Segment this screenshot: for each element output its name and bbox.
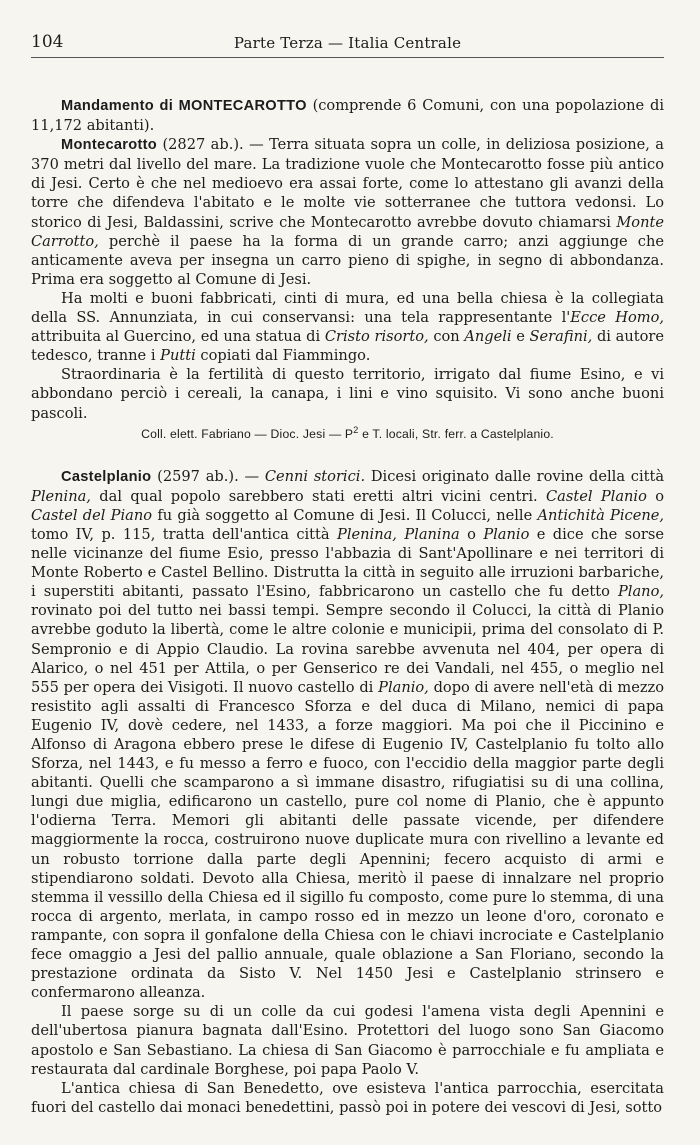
castelplanio-paragraph-2: Il paese sorge su di un colle da cui godesi l'amena vista degli Apennini e dell'ubertosa pianura bagnata dall'Esino. Protettori del luogo sono San Giacomo apostolo e San Sebastiano. La chiesa di San Giacomo è parrocchiale e fu ampliata e restaurata dal cardinale Borghese, poi papa Paolo V. <box>31 1003 664 1078</box>
mandamento-paragraph: Mandamento di MONTECAROTTO (comprende 6 Comuni, con una popolazione di 11,172 abitanti). <box>31 97 664 135</box>
page <box>31 32 664 1117</box>
running-title: Parte Terza — Italia Centrale <box>233 34 462 52</box>
castelplanio-paragraph-3: L'antica chiesa di San Benedetto, ove esisteva l'antica parrocchia, esercitata fuori del castello dai monaci benedettini, passò poi in potere dei vescovi di Jesi, sotto <box>31 1079 664 1116</box>
section-gap <box>31 444 664 467</box>
montecarotto-note: Coll. elett. Fabriano — Dioc. Jesi — $P^2$ e T. locali, Str. ferr. a Castelplanio. <box>141 424 554 441</box>
castelplanio-paragraph-1: Castelplanio (2597 ab.). — Cenni storici. Dicesi originato dalle rovine della città Plenina, dal qual popolo sarebbero stati eretti altri vicini centri. Castel Planio o Castel del Piano fu già soggetto al Comune di Jesi. Il Colucci, nelle Antichità Picene, tomo IV, p. 115, tratta dell'antica città Plenina, Planina o Planio e dice che sorse nelle vicinanze del fiume Esio, presso l'abbazia di Sant'Apollinare e nei territori di Monte Roberto e Castel Bellino. Distrutta la città in seguito alle irruzioni barbariche, i superstiti abitanti, passato l'Esino, fabbricarono un castello che fu detto Plano, rovinato poi del tutto nei bassi tempi. Sempre secondo il Colucci, la città di Planio avrebbe goduto la libertà, come le altre colonie e municipii, prima del consolato di P. Sempronio e di Appio Claudio. La rovina sarebbe avvenuta nel 404, per opera di Alarico, o nel 451 per Attila, o per Genserico re dei Vandali, nel 455, o meglio nel 555 per opera dei Visigoti. Il nuovo castello di Planio, dopo di avere nell'età di mezzo resistito agli assalti di Francesco Sforza e del duca di Milano, nemici di papa Eugenio IV, dovè cedere, nel 1433, a forze maggiori. Ma poi che il Piccinino e Alfonso di Aragona ebbero prese le difese di Eugenio IV, Castelplanio fu tolto allo Sforza, nel 1443, e fu messo a ferro e fuoco, con l'eccidio della maggior parte degli abitanti. Quelli che scamparono a sì immane disastro, rifugiatisi su di una collina, lungi due miglia, edificarono un castello, pure col nome di Planio, che è appunto l'odierna Terra. Memori gli abitanti delle passate vicende, per difendere maggiormente la rocca, costruirono nuove duplicate mura con rivellino a levante ed un robusto torrione dalla parte degli Apennini; fecero acquisto di armi e stipendiarono soldati. Devoto alla Chiesa, meritò il paese di innalzare nel proprio stemma il vessillo della Chiesa ed il sigillo fu composto, come pure lo stemma, di una rocca di argento, merlata, in campo rosso ed in mezzo un leone d'oro, coronato e rampante, con sopra il gonfalone della Chiesa con le chiavi incrociate e Castelplanio fece omaggio a Jesi del pallio annuale, quale oblazione a San Floriano, secondo la prestazione ordinata da Sisto V. Nel 1450 Jesi e Castelplanio strinsero e confermarono alleanza. <box>31 467 665 1002</box>
running-head <box>31 32 664 54</box>
montecarotto-paragraph-2: Ha molti e buoni fabbricati, cinti di mura, ed una bella chiesa è la collegiata della SS. Annunziata, in cui conservansi: una tela rappresentante l'Ecce Homo, attribuita al Guercino, ed una statua di Cristo risorto, con Angeli e Serafini, di autore tedesco, tranne i Putti copiati dal Fiammingo. <box>31 289 664 365</box>
mandamento-heading: Mandamento di MONTECAROTTO <box>61 98 307 114</box>
page-number: 104 <box>31 32 64 52</box>
montecarotto-paragraph-3: Straordinaria è la fertilità di questo territorio, irrigato dal fiume Esino, e vi abbondano perciò i cereali, la canapa, i lini e vino squisito. Vi sono anche buoni pascoli. <box>31 366 664 422</box>
header-rule <box>31 57 664 58</box>
body-text <box>31 96 664 1117</box>
montecarotto-paragraph-1: Montecarotto (2827 ab.). — Terra situata sopra un colle, in deliziosa posizione, a 370 metri dal livello del mare. La tradizione vuole che Montecarotto fosse più antico di Jesi. Certo è che nel medioevo era assai forte, come lo attestano gli avanzi della torre che difendeva l'abitato e le molte vie sotterranee che tuttora vedonsi. Lo storico di Jesi, Baldassini, scrive che Montecarotto avrebbe dovuto chiamarsi Monte Carrotto, perchè il paese ha la forma di un grande carro; anzi aggiunge che anticamente aveva per insegna un carro pieno di spighe, in segno di abbondanza. Prima era soggetto al Comune di Jesi. <box>31 136 664 288</box>
montecarotto-heading: Montecarotto <box>61 137 158 154</box>
castelplanio-heading: Castelplanio <box>61 468 152 485</box>
